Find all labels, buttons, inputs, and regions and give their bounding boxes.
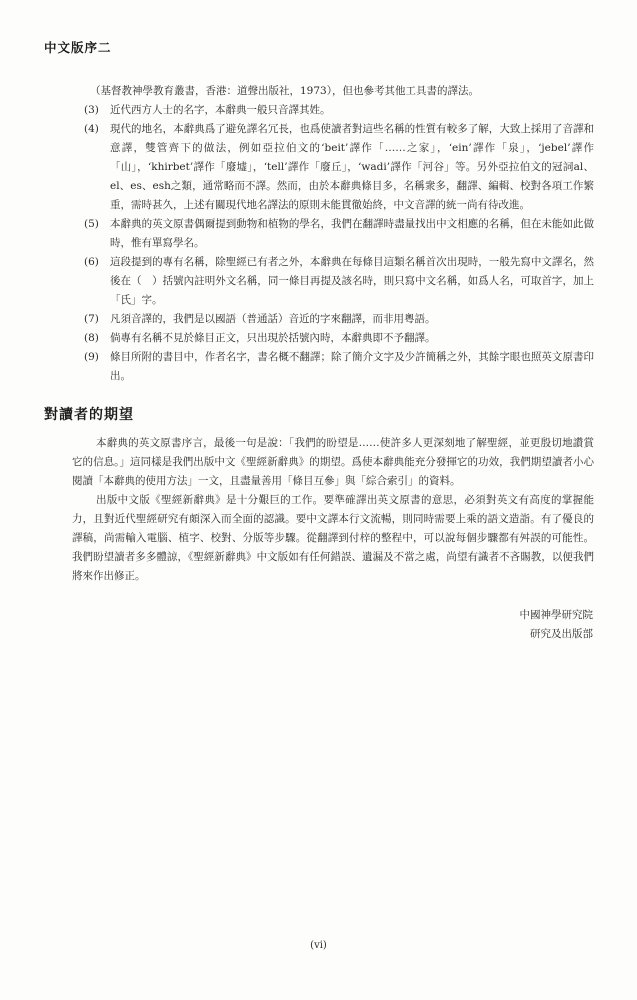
list-item	[84, 120, 594, 215]
paragraph: 本辭典的英文原書序言，最後一句是說：「我們的盼望是……使許多人更深刻地了解聖經，並更殷切地讚賞它的信息。」這同樣是我們出版中文《聖經新辭典》的期望。爲使本辭典能充分發揮它的功效，我們期望讀者小心閱讀「本辭典的使用方法」一文，且盡量善用「條目互參」與「綜合索引」的資料。	[72, 437, 594, 487]
list-item-text: 現代的地名，本辭典爲了避免譯名冗長，也爲使讀者對這些名稱的性質有較多了解，大致上採用了音譯和意譯，雙管齊下的做法，例如亞拉伯文的‘beit’譯作「……之家」，‘ein’譯作「泉」，‘jebel’譯作「山」，‘khirbet’譯作「廢墟」，‘tell’譯作「廢丘」，‘wadi’譯作「河谷」等。另外亞拉伯文的冠詞al、el、es、esh之類，通常略而不譯。然而，由於本辭典條目多，名稱衆多，翻譯、編輯、校對各項工作繁重，需時甚久，上述有關現代地名譯法的原則未能貫徹始終，中文音譯的統一尚有待改進。	[110, 123, 594, 211]
list-item-text: 這段提到的專有名稱，除聖經已有者之外，本辭典在每條目這類名稱首次出現時，一般先寫中文譯名，然後在（ ）括號內註明外文名稱，同一條目再提及該名時，則只寫中文名稱，如爲人名，可取首字，加上「氏」字。	[110, 256, 594, 306]
list-item	[84, 329, 594, 348]
list-item	[84, 101, 594, 120]
section-body	[72, 434, 594, 586]
list-item	[84, 253, 594, 310]
list-item-text: 本辭典的英文原書偶爾提到動物和植物的學名，我們在翻譯時盡量找出中文相應的名稱，但在未能如此做時，惟有單寫學名。	[110, 218, 594, 249]
numbered-list	[84, 82, 594, 386]
list-item-text: 凡須音譯的，我們是以國語（普通話）音近的字來翻譯，而非用粵語。	[110, 313, 436, 325]
list-item-number: (7)	[84, 313, 99, 325]
section-title: 對讀者的期望	[44, 407, 134, 423]
list-item-number: (6)	[84, 256, 99, 268]
page-number: (vi)	[310, 940, 327, 951]
signature-line: 中國神學研究院	[519, 609, 593, 621]
list-item-number: (3)	[84, 104, 99, 116]
list-item-text: 倘專有名稱不見於條目正文，只出現於括號內時，本辭典即不予翻譯。	[110, 332, 436, 344]
signature-line: 研究及出版部	[530, 628, 593, 640]
list-item-number: (5)	[84, 218, 99, 230]
paragraph: 出版中文版《聖經新辭典》是十分艱巨的工作。要準確譯出英文原書的意思，必須對英文有高度的掌握能力，且對近代聖經研究有頗深入而全面的認識。要中文譯本行文流暢，則同時需要上乘的語文造詣。有了優良的譯稿，尚需輸入電腦、植字、校對、分版等步驟。從翻譯到付梓的整程中，可以說每個步驟都有舛誤的可能性。我們盼望讀者多多體諒，《聖經新辭典》中文版如有任何錯誤、遺漏及不當之處，尚望有識者不吝賜教，以便我們將來作出修正。	[72, 494, 594, 582]
running-head: 中文版序二	[44, 40, 112, 55]
list-item	[84, 215, 594, 253]
list-lead-line: （基督教神學教育叢書，香港：道聲出版社，1973），但也參考其他工具書的譯法。	[90, 85, 479, 97]
list-item-number: (8)	[84, 332, 99, 344]
signature-block	[520, 606, 594, 644]
list-item-number: (9)	[84, 351, 99, 363]
list-item-number: (4)	[84, 123, 99, 135]
list-item	[84, 348, 594, 386]
list-item-text: 近代西方人士的名字，本辭典一般只音譯其姓。	[110, 104, 331, 116]
list-item	[84, 310, 594, 329]
list-item-text: 條目所附的書目中，作者名字，書名概不翻譯；除了簡介文字及少許簡稱之外，其餘字眼也照英文原書印出。	[110, 351, 594, 382]
